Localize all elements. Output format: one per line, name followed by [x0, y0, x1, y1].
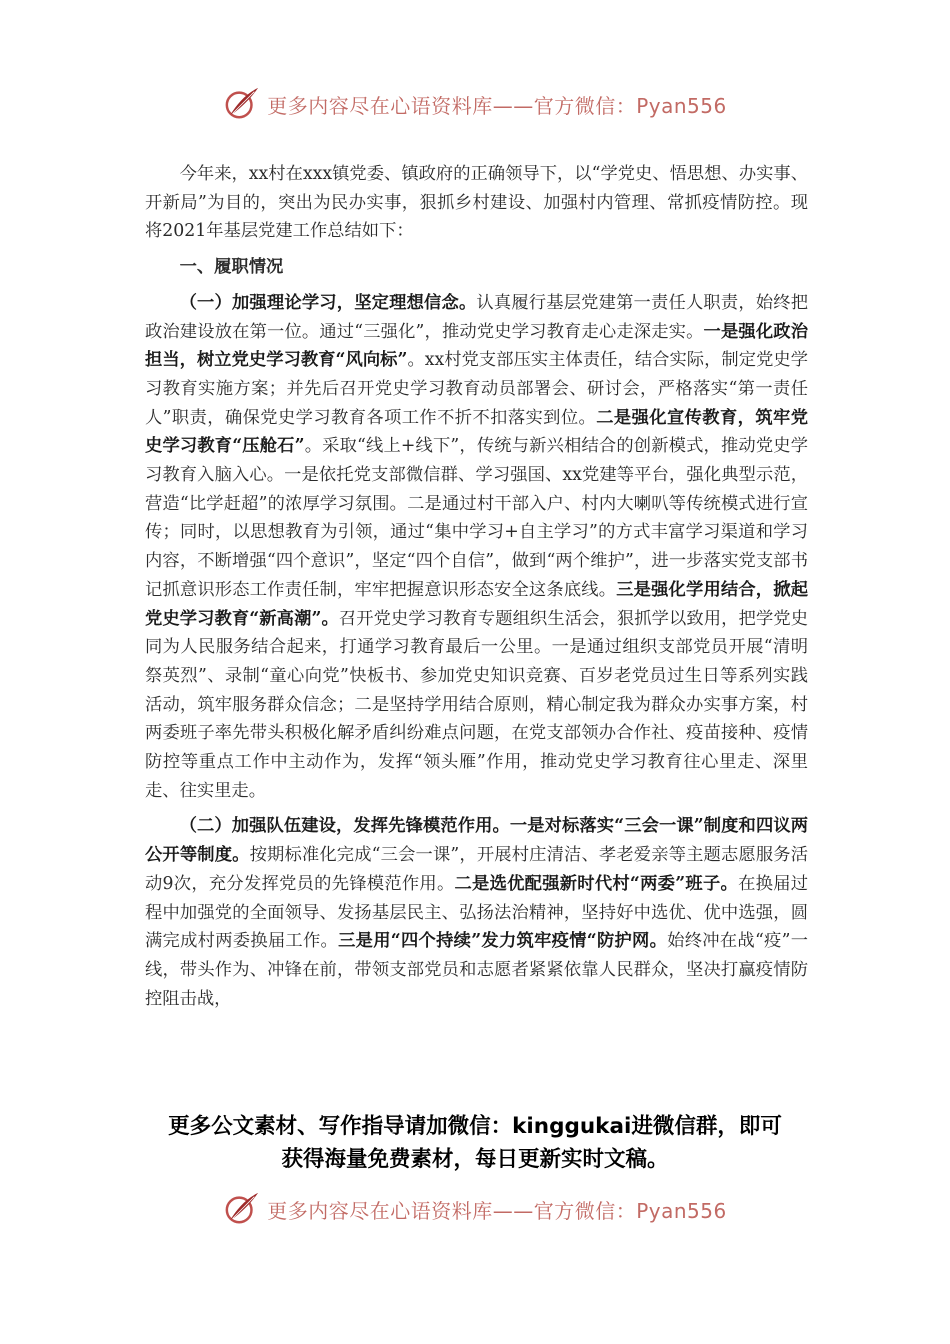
body-text: 召开党史学习教育专题组织生活会，狠抓学以致用，把学党史同为人民服务结合起来，打通学习教育最后一公里。一是通过组织支部党员开展“清明祭英烈”、录制“童心向党”快板书、参加党史知识竞赛、百岁老党员过生日等系列实践活动，筑牢服务群众信念；二是坚持学用结合原则，精心制定我为群众办实事方案，村两委班子率先带头积极化解矛盾纠纷难点问题，在党支部领办合作社、疫苗接种、疫情防控等重点工作中主动作为，发挥“领头雁”作用，推动党史学习教育往心里走、深里走、往实里走。 — [145, 608, 808, 801]
promo-notice — [0, 1110, 950, 1176]
body-text: 认真履行基层党建第一责任人职责，始终把政治建设放在第一位。通过“三强化”，推动党史学习教育走心走深走实。 — [145, 292, 808, 342]
body-text: 按期标准化完成“三会一课”，开展村庄清洁、孝老爱亲等主题志愿服务活动9次，充分发挥党员的先锋模范作用。 — [145, 845, 808, 894]
paragraph-team-building — [145, 812, 808, 1013]
body-text: 。xx村党支部压实主体责任，结合实际，制定党史学习教育实施方案；并先后召开党史学习教育动员部署会、研讨会，严格落实“第一责任人”职责，确保党史学习教育各项工作不折不扣落实到位。 — [145, 350, 808, 428]
paragraph-theory-study — [145, 289, 808, 806]
bold-lead-text: （一）加强理论学习，坚定理想信念。 — [179, 292, 477, 313]
footer-banner — [0, 1191, 950, 1227]
feather-pen-logo-icon — [223, 86, 261, 122]
feather-pen-logo-icon — [223, 1191, 261, 1227]
footer-banner-text: 更多内容尽在心语资料库——官方微信：Pyan556 — [267, 1198, 727, 1223]
bold-lead-text: 二是强化宣传教育，筑牢党史学习教育“压舱石” — [145, 407, 808, 457]
header-banner-text: 更多内容尽在心语资料库——官方微信：Pyan556 — [267, 93, 727, 118]
bold-lead-text: 三是用“四个持续”发力筑牢疫情“防护网。 — [338, 931, 668, 952]
intro-paragraph: 今年来，xx村在xxx镇党委、镇政府的正确领导下，以“学党史、悟思想、办实事、开新局”为目的，突出为民办实事，狠抓乡村建设、加强村内管理、常抓疫情防控。现将2021年基层党建工作总结如下： — [145, 164, 808, 242]
body-text: 始终冲在战“疫”一线，带头作为、冲锋在前，带领支部党员和志愿者紧紧依靠人民群众，坚决打赢疫情防控阻击战， — [145, 931, 808, 1009]
bold-lead-text: 二是选优配强新时代村“两委”班子。 — [454, 873, 739, 894]
body-text: 。采取“线上+线下”，传统与新兴相结合的创新模式，推动党史学习教育入脑入心。一是依托党支部微信群、学习强国、xx党建等平台，强化典型示范，营造“比学赶超”的浓厚学习氛围。二是通过村干部入户、村内大喇叭等传统模式进行宣传；同时，以思想教育为引领，通过“集中学习+自主学习”的方式丰富学习渠道和学习内容，不断增强“四个意识”，坚定“四个自信”，做到“两个维护”，进一步落实党支部书记抓意识形态工作责任制，牢牢把握意识形态安全这条底线。 — [145, 436, 808, 600]
promo-line-1: 更多公文素材、写作指导请加微信：kinggukai进微信群，即可 — [168, 1114, 782, 1139]
document-body — [145, 160, 808, 1013]
body-text: 在换届过程中加强党的全面领导、发扬基层民主、弘扬法治精神，坚持好中选优、优中选强，圆满完成村两委换届工作。 — [145, 873, 808, 952]
bold-lead-text: （二）加强队伍建设，发挥先锋模范作用。一是对标落实“三会一课”制度和四议两公开等制度。 — [145, 816, 808, 866]
header-banner — [0, 86, 950, 122]
promo-line-2: 获得海量免费素材，每日更新实时文稿。 — [281, 1147, 669, 1172]
bold-lead-text: 一是强化政治担当，树立党史学习教育“风向标” — [145, 321, 808, 371]
section-heading: 一、履职情况 — [179, 257, 284, 278]
bold-lead-text: 三是强化学用结合，掀起党史学习教育“新高潮”。 — [145, 579, 808, 629]
